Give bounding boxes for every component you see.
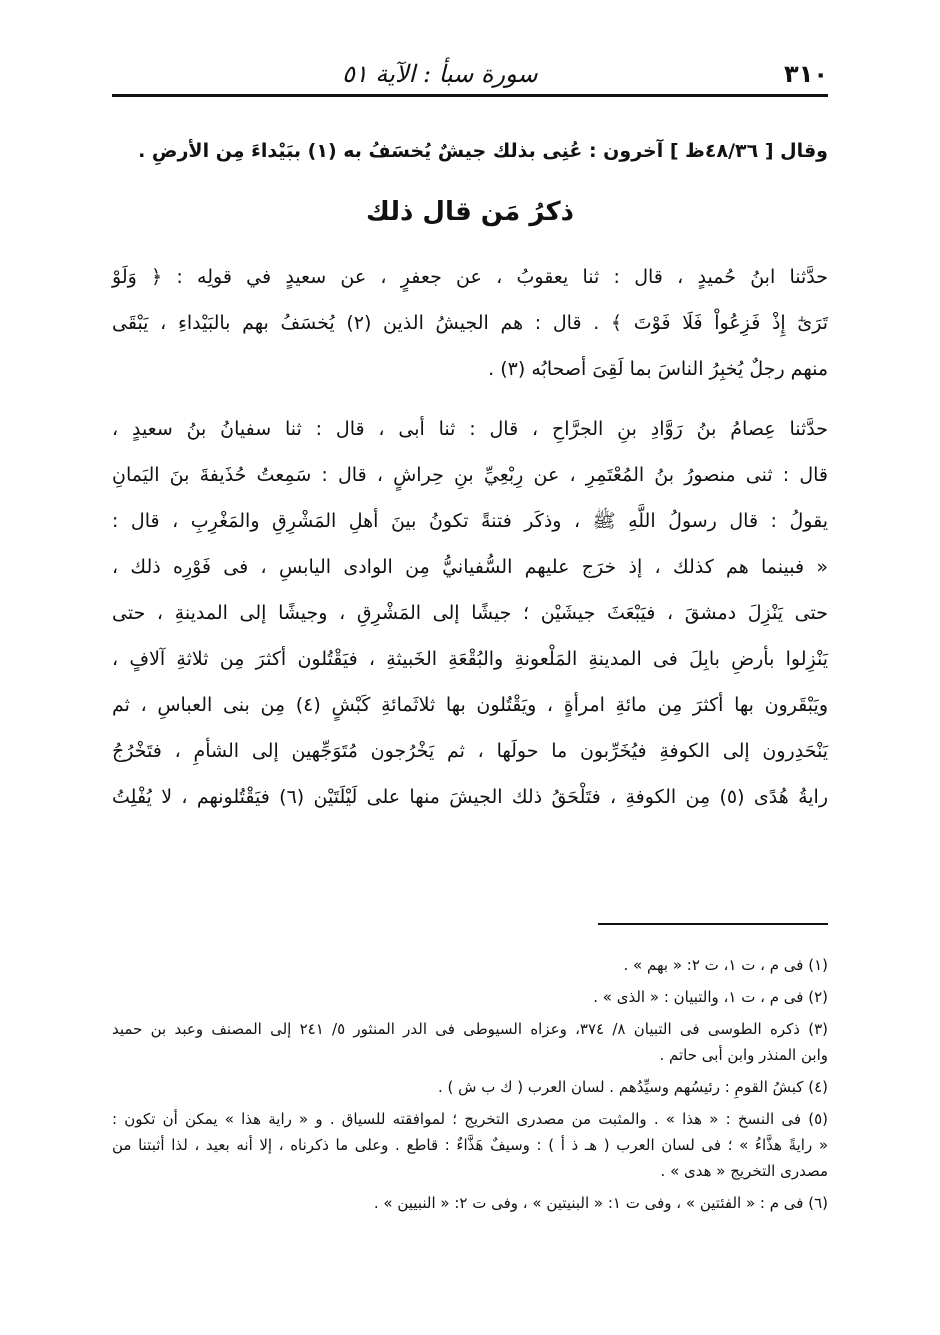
text-line: حدَّثنا عِصامُ بنُ رَوَّادِ بنِ الجرَّاحِ ، قال : ثنا أبى ، قال : ثنا سفيانُ بنُ سعيدٍ ، — [112, 418, 828, 440]
text-line: يَنْزِلوا بأرضِ بابِلَ فى المدينةِ المَلْعونةِ والبُقْعَةِ الخَبيثةِ ، فيَقْتُلون أكثرَ مِن ثلاثةِ آلافٍ ، — [112, 648, 828, 670]
intro-paragraph — [112, 128, 828, 174]
footnote-line: (٤) كبشُ القومِ : رئيسُهم وسيِّدُهم . لسان العرب ( ك ب ش ) . — [437, 1078, 828, 1096]
paragraph-hadith-1 — [112, 254, 828, 392]
footnote-2 — [112, 984, 828, 1010]
text-line: يَنْحَدِرون إلى الكوفةِ فيُخَرِّبون ما حولَها ، ثم يَخْرُجون مُتَوَجِّهين إلى الشأمِ ، فتَخْرُجُ — [112, 740, 828, 762]
paragraph-hadith-2 — [112, 406, 828, 820]
footnote-line: (٦) فى م : « الفئتين » ، وفى ت ١: « البنيتين » ، وفى ت ٢: « النبيين » . — [373, 1194, 828, 1212]
footnote-line: (٣) ذكره الطوسى فى التبيان ٨/ ٣٧٤، وعزاه السيوطى فى الدر المنثور ٥/ ٢٤١ إلى المصنف وعبد بن حميد — [112, 1020, 828, 1038]
text-line: « فبينما هم كذلك ، إذ خرَج عليهم السُّفيانيُّ مِن الوادى اليابسِ ، فى فَوْرِه ذلك ، — [112, 556, 828, 578]
text-line: ويَبْقَرون بها أكثرَ مِن مائةِ امرأةٍ ، ويَقْتُلون بها ثلاثَمائةِ كَبْشٍ (٤) مِن بنى العباسِ ، ثم — [112, 694, 828, 716]
text-line: يقولُ : قال رسولُ اللَّهِ ﷺ ، وذكَر فتنةً تكونُ بينَ أهلِ المَشْرِقِ والمَغْرِبِ ، قال : — [112, 510, 828, 532]
footnote-line: مصدرى التخريج « هدى » . — [660, 1162, 828, 1180]
text-line: منهم رجلٌ يُخبِرُ الناسَ بما لَقِىَ أصحابُه (٣) . — [488, 358, 828, 380]
text-line: رايةُ هُدًى (٥) مِن الكوفةِ ، فتَلْحَقُ ذلك الجيشَ منها على لَيْلَتَيْن (٦) فيَقْتُلونهم ، لا يُفْلِتُ — [112, 786, 828, 808]
text-line: قال : ثنى منصورُ بنُ المُعْتَمِرِ ، عن رِبْعِيِّ بنِ حِراشٍ ، قال : سَمِعتُ حُذَيفةَ بنَ اليَمانِ — [112, 464, 828, 486]
section-heading: ذكرُ مَن قال ذلك — [366, 197, 574, 227]
footnote-line: « رايةً هذَّاءُ » ؛ فى لسان العرب ( هـ ذ أ ) : وسيفٌ هَذَّاءٌ : قاطع . وعلى ما ذكرناه ، إلا أنه بعيد ، لذا أثبتنا من — [112, 1136, 828, 1154]
footnotes — [112, 952, 828, 1222]
footnote-line: (٢) فى م ، ت ١، والتبيان : « الذى » . — [593, 988, 828, 1006]
footnote-6 — [112, 1190, 828, 1216]
footnote-line: (١) فى م ، ت ١، ت ٢: « بهم » . — [623, 956, 828, 974]
footnote-3 — [112, 1016, 828, 1068]
running-title: سورة سبأ : الآية ٥١ — [342, 60, 538, 88]
page-number: ٣١٠ — [784, 60, 828, 88]
header-rule — [112, 94, 828, 97]
footnote-rule — [598, 923, 828, 925]
paragraph-gap — [112, 392, 828, 406]
text-line: حتى يَنْزِلَ دمشقَ ، فيَبْعَثَ جيشَيْن ؛ جيشًا إلى المَشْرِقِ ، وجيشًا إلى المدينةِ ، حتى — [112, 602, 828, 624]
text-line: حدَّثنا ابنُ حُميدٍ ، قال : ثنا يعقوبُ ، عن جعفرٍ ، عن سعيدٍ في قولِه : ﴿ وَلَوْ — [112, 266, 828, 288]
footnote-1 — [112, 952, 828, 978]
footnote-5 — [112, 1106, 828, 1184]
text-line: وقال [ ٤٨/٣٦ظ ] آخرون : عُنِى بذلك جيشٌ يُخسَفُ به (١) ببَيْداءَ مِن الأرضِ . — [138, 140, 828, 162]
main-text — [112, 128, 828, 820]
text-line: تَرَىٰٓ إِذْ فَزِعُواْ فَلَا فَوْتَ ﴾ . قال : هم الجيشُ الذين (٢) يُخسَفُ بهم بالبَيْداءِ ، يَبْقَى — [112, 312, 829, 334]
page-header — [112, 52, 828, 88]
footnote-line: وابن المنذر وابن أبى حاتم . — [659, 1046, 828, 1064]
footnote-4 — [112, 1074, 828, 1100]
footnote-line: (٥) فى النسخ : « هذا » . والمثبت من مصدرى التخريج ؛ لموافقته للسياق . و « راية هذا » يمكن أن تكون : — [112, 1110, 828, 1128]
